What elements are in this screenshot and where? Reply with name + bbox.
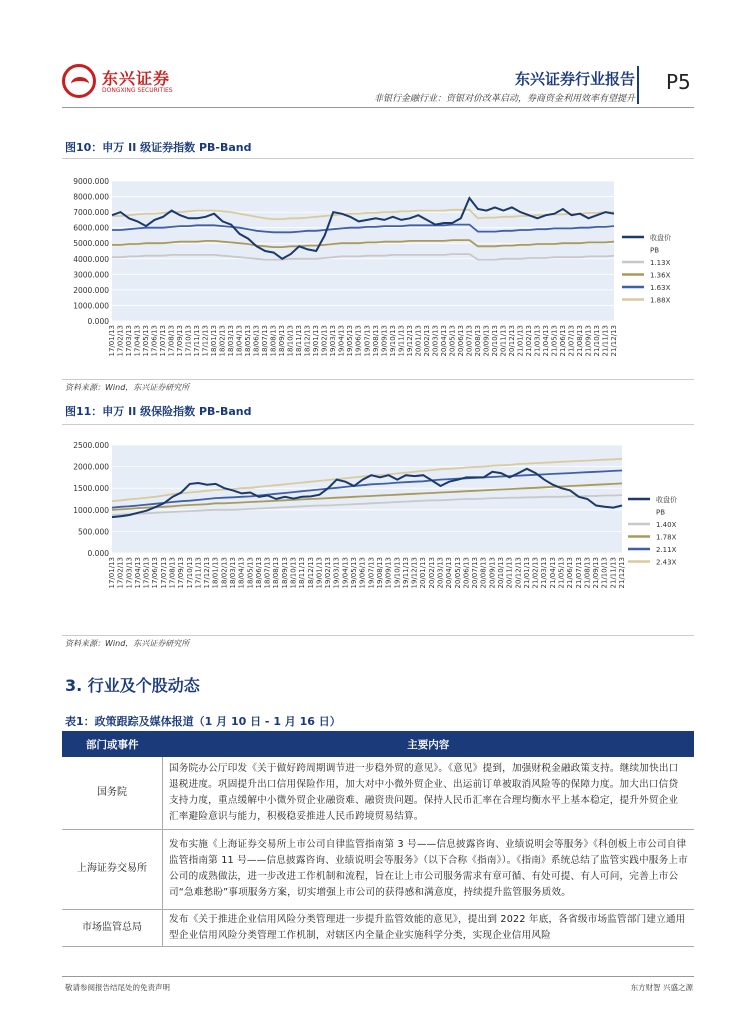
x-tick-label: 20/08/13 — [473, 325, 482, 357]
x-tick-label: 17/08/13 — [167, 325, 176, 357]
legend-label: 收盘价 — [656, 496, 677, 504]
legend-label: 2.43X — [656, 558, 677, 567]
y-tick-label: 1000.000 — [73, 505, 109, 515]
legend-label: 1.88X — [650, 296, 671, 305]
x-tick-label: 20/01/13 — [414, 325, 423, 357]
policy-table — [62, 731, 694, 947]
x-tick-label: 21/08/13 — [575, 325, 584, 357]
x-tick-label: 18/10/13 — [289, 557, 298, 589]
x-tick-label: 20/02/13 — [422, 325, 431, 357]
x-tick-label: 21/11/13 — [609, 557, 618, 589]
x-tick-label: 21/05/13 — [550, 325, 559, 357]
x-tick-label: 17/11/13 — [194, 557, 203, 589]
x-tick-label: 20/10/13 — [490, 325, 499, 357]
x-tick-label: 21/01/13 — [516, 325, 525, 357]
x-tick-label: 20/09/13 — [488, 557, 497, 589]
y-tick-label: 9000.000 — [73, 177, 109, 186]
company-logo — [62, 64, 182, 104]
x-tick-label: 19/02/13 — [320, 325, 329, 357]
x-tick-label: 17/04/13 — [133, 325, 142, 357]
legend-label: 1.78X — [656, 533, 677, 542]
content-cell: 国务院办公厅印发《关于做好跨周期调节进一步稳外贸的意见》。《意见》提到，加强财税金融政策支持。继续加快出口退税进度。巩固提升出口信用保险作用，加大对中小微外贸企业、出运前订单被取消风险等的保障力度。加大出口信贷支持力度，重点缓解中小微外贸企业融资难、融资贵问题。保持人民币汇率在合理均衡水平上基本稳定，提升外贸企业汇率避险意识与能力，积极稳妥推进人民币跨境贸易结算。 — [163, 757, 695, 829]
x-tick-label: 20/05/13 — [453, 557, 462, 589]
x-tick-label: 21/10/13 — [600, 557, 609, 589]
x-tick-label: 17/01/13 — [108, 557, 116, 589]
plot-area — [112, 445, 622, 553]
x-tick-label: 18/02/13 — [218, 325, 227, 357]
x-tick-label: 18/06/13 — [252, 325, 261, 357]
content-cell: 发布实施《上海证券交易所上市公司自律监管指南第 3 号——信息披露咨询、业绩说明会等服务》《科创板上市公司自律监管指南第 11 号——信息披露咨询、业绩说明会等服务》（以下合称《指南》）。《指南》系统总结了监管实践中服务上市公司的成熟做法，进一步改进工作机制和流程，旨在让上市公司服务需求有章可循、有处可提、有人可问，完善上市公司“急难愁盼”事项服务方案，切实增强上市公司的获得感和满意度，持续提升监管服务质效。 — [163, 829, 695, 909]
x-tick-label: 17/07/13 — [159, 325, 168, 357]
x-tick-label: 21/03/13 — [540, 557, 549, 589]
x-tick-label: 18/07/13 — [263, 557, 272, 589]
y-tick-label: 2500.000 — [73, 441, 109, 450]
x-tick-label: 18/01/13 — [211, 557, 220, 589]
page-number: P5 — [666, 70, 691, 94]
x-tick-label: 20/11/13 — [505, 557, 514, 589]
x-tick-label: 17/10/13 — [185, 557, 194, 589]
x-tick-label: 21/06/13 — [558, 325, 567, 357]
x-tick-label: 18/08/13 — [269, 325, 278, 357]
x-tick-label: 18/06/13 — [254, 557, 263, 589]
x-tick-label: 17/07/13 — [159, 557, 168, 589]
y-tick-label: 4000.000 — [73, 254, 109, 264]
x-tick-label: 21/12/13 — [610, 325, 618, 357]
y-tick-label: 500.000 — [77, 527, 109, 537]
x-tick-label: 20/08/13 — [479, 557, 488, 589]
x-tick-label: 19/09/13 — [384, 557, 393, 589]
x-tick-label: 19/01/13 — [315, 557, 324, 589]
figure10-chart — [62, 159, 694, 379]
y-tick-label: 5000.000 — [73, 239, 109, 249]
table-row — [62, 909, 694, 946]
x-tick-label: 19/11/13 — [397, 325, 406, 357]
x-tick-label: 17/10/13 — [184, 325, 193, 357]
x-tick-label: 21/03/13 — [533, 325, 542, 357]
legend-label: 1.13X — [650, 259, 671, 267]
legend-label: 2.11X — [656, 546, 677, 554]
dept-cell: 上海证券交易所 — [62, 829, 163, 909]
x-tick-label: 18/09/13 — [278, 325, 287, 357]
x-tick-label: 20/09/13 — [482, 325, 491, 357]
x-tick-label: 17/03/13 — [125, 325, 134, 357]
x-tick-label: 19/04/13 — [337, 325, 346, 357]
x-tick-label: 19/08/13 — [375, 557, 384, 589]
x-tick-label: 17/09/13 — [177, 557, 186, 589]
figure10-title: 图10：申万 II 级证券指数 PB-Band — [65, 141, 252, 154]
legend-label: 收盘价 — [650, 234, 671, 242]
x-tick-label: 19/12/13 — [405, 325, 414, 357]
x-tick-label: 17/05/13 — [142, 557, 151, 589]
x-tick-label: 21/12/13 — [618, 557, 626, 589]
x-tick-label: 20/07/13 — [465, 325, 474, 357]
x-tick-label: 18/04/13 — [235, 325, 244, 357]
x-tick-label: 20/12/13 — [514, 557, 523, 589]
x-tick-label: 19/06/13 — [358, 557, 367, 589]
x-tick-label: 17/06/13 — [150, 325, 159, 357]
legend-label: PB — [650, 246, 660, 255]
legend-label: 1.63X — [650, 284, 671, 292]
x-tick-label: 19/08/13 — [371, 325, 380, 357]
x-tick-label: 18/05/13 — [244, 325, 253, 357]
x-tick-label: 18/05/13 — [246, 557, 255, 589]
x-tick-label: 19/07/13 — [367, 557, 376, 589]
figure11-title: 图11：申万 II 级保险指数 PB-Band — [65, 405, 252, 418]
x-tick-label: 18/08/13 — [272, 557, 281, 589]
report-title: 东兴证券行业报告 — [514, 70, 635, 88]
figure11-chart — [62, 425, 694, 635]
x-tick-label: 17/02/13 — [116, 325, 125, 357]
header-divider — [637, 66, 639, 104]
x-tick-label: 19/05/13 — [346, 325, 355, 357]
x-tick-label: 18/11/13 — [298, 557, 307, 589]
table1-title: 表1：政策跟踪及媒体报道（1 月 10 日 - 1 月 16 日） — [65, 715, 341, 728]
x-tick-label: 18/12/13 — [303, 325, 312, 357]
x-tick-label: 21/07/13 — [567, 325, 576, 357]
x-tick-label: 20/05/13 — [448, 325, 457, 357]
col-header-dept: 部门或事件 — [62, 731, 163, 757]
x-tick-label: 19/02/13 — [324, 557, 333, 589]
x-tick-label: 20/06/13 — [462, 557, 471, 589]
col-header-content: 主要内容 — [163, 731, 695, 757]
x-tick-label: 21/05/13 — [557, 557, 566, 589]
x-tick-label: 17/09/13 — [176, 325, 185, 357]
figure11-source: 资料来源：Wind，东兴证券研究所 — [65, 639, 190, 648]
x-tick-label: 20/11/13 — [499, 325, 508, 357]
x-tick-label: 17/12/13 — [201, 325, 210, 357]
footer-slogan: 东方财智 兴盛之源 — [630, 983, 693, 992]
report-subtitle: 非银行金融行业：资银对价改革启动，券商资金利用效率有望提升 — [373, 94, 635, 104]
x-tick-label: 19/12/13 — [410, 557, 419, 589]
legend-label: 1.36X — [650, 271, 671, 280]
legend-label: 1.40X — [656, 521, 677, 529]
x-tick-label: 20/04/13 — [445, 557, 454, 589]
footer-rule — [62, 976, 694, 977]
x-tick-label: 18/04/13 — [237, 557, 246, 589]
x-tick-label: 20/06/13 — [456, 325, 465, 357]
x-tick-label: 20/12/13 — [507, 325, 516, 357]
x-tick-label: 21/11/13 — [601, 325, 610, 357]
x-tick-label: 21/09/13 — [592, 557, 601, 589]
x-tick-label: 19/11/13 — [401, 557, 410, 589]
x-tick-label: 21/06/13 — [566, 557, 575, 589]
x-tick-label: 20/10/13 — [496, 557, 505, 589]
y-tick-label: 2000.000 — [73, 462, 109, 472]
x-tick-label: 19/07/13 — [363, 325, 372, 357]
x-tick-label: 17/12/13 — [203, 557, 212, 589]
x-tick-label: 17/11/13 — [193, 325, 202, 357]
x-tick-label: 17/06/13 — [151, 557, 160, 589]
x-tick-label: 18/01/13 — [210, 325, 219, 357]
x-tick-label: 18/12/13 — [306, 557, 315, 589]
x-tick-label: 20/07/13 — [471, 557, 480, 589]
x-tick-label: 18/03/13 — [227, 325, 236, 357]
y-tick-label: 8000.000 — [73, 192, 109, 202]
content-cell: 发布《关于推进企业信用风险分类管理进一步提升监管效能的意见》，提出到 2022 年底，各省级市场监管部门建立通用型企业信用风险分类管理工作机制，对辖区内全量企业实施科学分类，实现企业信用风险 — [163, 909, 695, 946]
y-tick-label: 0.000 — [87, 317, 109, 326]
dept-cell: 国务院 — [62, 757, 163, 829]
x-tick-label: 18/02/13 — [220, 557, 229, 589]
x-tick-label: 21/07/13 — [574, 557, 583, 589]
x-tick-label: 19/05/13 — [350, 557, 359, 589]
section-heading: 3. 行业及个股动态 — [65, 676, 200, 695]
x-tick-label: 21/04/13 — [541, 325, 550, 357]
x-tick-label: 19/09/13 — [380, 325, 389, 357]
header-rule — [62, 107, 694, 108]
y-tick-label: 2000.000 — [73, 285, 109, 295]
x-tick-label: 20/02/13 — [427, 557, 436, 589]
logo-text-cn: 东兴证券 — [102, 69, 171, 88]
y-tick-label: 1500.000 — [73, 484, 109, 494]
x-tick-label: 21/08/13 — [583, 557, 592, 589]
x-tick-label: 18/09/13 — [280, 557, 289, 589]
x-tick-label: 19/01/13 — [312, 325, 321, 357]
footer-disclaimer: 敬请参阅报告结尾处的免责声明 — [65, 983, 170, 992]
x-tick-label: 18/11/13 — [295, 325, 304, 357]
x-tick-label: 18/03/13 — [229, 557, 238, 589]
x-tick-label: 20/04/13 — [439, 325, 448, 357]
x-tick-label: 20/01/13 — [419, 557, 428, 589]
logo-text-en: DONGXING SECURITIES — [102, 87, 173, 94]
figure11-frame — [62, 424, 694, 636]
x-tick-label: 17/04/13 — [133, 557, 142, 589]
x-tick-label: 19/10/13 — [393, 557, 402, 589]
x-tick-label: 21/02/13 — [531, 557, 540, 589]
x-tick-label: 17/05/13 — [142, 325, 151, 357]
y-tick-label: 1000.000 — [73, 301, 109, 311]
x-tick-label: 18/07/13 — [261, 325, 270, 357]
x-tick-label: 21/09/13 — [584, 325, 593, 357]
x-tick-label: 19/10/13 — [388, 325, 397, 357]
x-tick-label: 17/02/13 — [116, 557, 125, 589]
y-tick-label: 6000.000 — [73, 223, 109, 233]
x-tick-label: 21/04/13 — [548, 557, 557, 589]
y-tick-label: 3000.000 — [73, 270, 109, 280]
x-tick-label: 21/01/13 — [522, 557, 531, 589]
x-tick-label: 19/03/13 — [332, 557, 341, 589]
x-tick-label: 21/10/13 — [592, 325, 601, 357]
figure10-source: 资料来源：Wind，东兴证券研究所 — [65, 383, 190, 392]
table-row — [62, 829, 694, 909]
x-tick-label: 19/06/13 — [354, 325, 363, 357]
x-tick-label: 20/03/13 — [436, 557, 445, 589]
x-tick-label: 21/02/13 — [524, 325, 533, 357]
y-tick-label: 0.000 — [87, 549, 109, 558]
x-tick-label: 17/08/13 — [168, 557, 177, 589]
x-tick-label: 19/03/13 — [329, 325, 338, 357]
x-tick-label: 18/10/13 — [286, 325, 295, 357]
legend-label: PB — [656, 508, 666, 517]
x-tick-label: 20/03/13 — [431, 325, 440, 357]
dept-cell: 市场监管总局 — [62, 909, 163, 946]
x-tick-label: 17/03/13 — [125, 557, 134, 589]
plot-area — [112, 181, 614, 321]
figure10-frame — [62, 158, 694, 380]
table-row — [62, 757, 694, 829]
y-tick-label: 7000.000 — [73, 208, 109, 218]
x-tick-label: 19/04/13 — [341, 557, 350, 589]
table-header-row — [62, 731, 694, 757]
logo-mark-icon — [62, 64, 96, 98]
x-tick-label: 17/01/13 — [108, 325, 116, 357]
